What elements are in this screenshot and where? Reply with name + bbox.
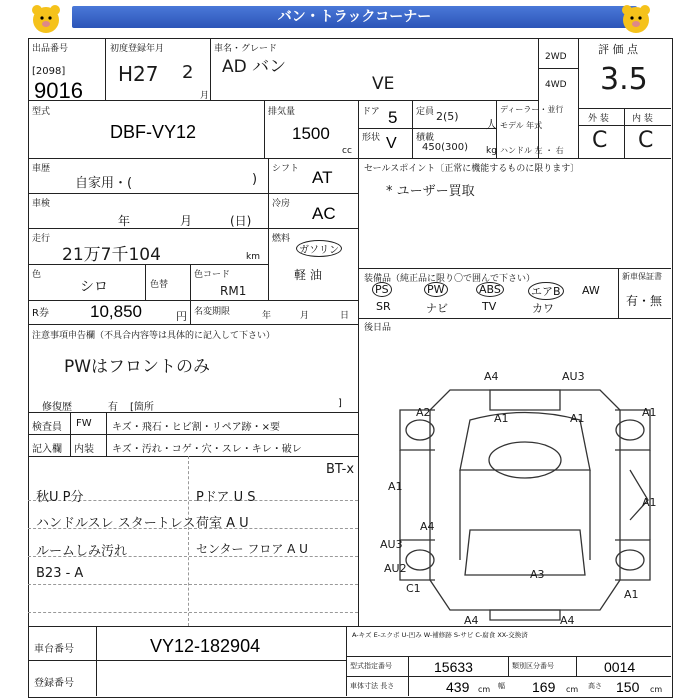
exterior-label: 外 装 (588, 114, 609, 124)
inspection-label: 車検 (32, 199, 51, 209)
logo-right-icon (620, 3, 652, 35)
dmg-label-2: AU3 (562, 370, 585, 383)
shape-label: 形状 (362, 133, 381, 143)
dmg-label-9: A4 (420, 520, 435, 533)
note-left-1: 秋U P分 (36, 490, 84, 505)
dmg-label-4: A1 (494, 412, 509, 425)
fuel-gas: ガソリン (296, 240, 342, 257)
color-code-value: RM1 (220, 284, 247, 298)
dmg-label-15: A4 (464, 614, 479, 627)
lot-label: 出品番号 (32, 44, 69, 54)
mileage-label: 走行 (32, 234, 51, 244)
mileage-unit: km (246, 252, 260, 262)
equipment-label: 装備品（純正品に限り〇で囲んで下さい） (364, 274, 536, 284)
score-label: 評 価 点 (598, 43, 638, 56)
dealer-label: ディーラー・並行 (500, 105, 564, 114)
registration-year: H27 (118, 62, 159, 86)
exterior-grade: C (592, 128, 608, 153)
recycle-value: 10,850 (90, 302, 142, 321)
drive-4wd: 4WD (545, 80, 567, 90)
inspector-label: 検査員 (32, 422, 62, 433)
lot-number: 9016 (34, 78, 83, 103)
interior-label: 内 装 (632, 114, 653, 124)
recycle-label: R券 (32, 308, 49, 319)
equip-navi: ナビ (426, 302, 448, 315)
repair-label: 修復歴 (42, 402, 72, 413)
dmg-label-7: A1 (388, 480, 403, 493)
car-label: 車名・グレード (214, 44, 278, 54)
displacement-value: 1500 (292, 124, 330, 143)
class-no-label: 類別区分番号 (512, 662, 554, 670)
equip-aw: AW (582, 284, 600, 297)
height-label: 高さ (588, 682, 602, 690)
damage-diagram (380, 370, 670, 626)
interior-grade: C (638, 128, 654, 153)
model-label: 型式 (32, 107, 51, 117)
capacity-value: 2(5) (436, 110, 459, 123)
repair-value: 有 (108, 402, 118, 413)
drive-2wd: 2WD (545, 52, 567, 62)
dmg-label-6: A1 (642, 406, 657, 419)
equip-ps: PS (372, 282, 392, 297)
notes-label: 注意事項申告欄（不具合内容等は具体的に記入して下さい） (32, 331, 276, 341)
inspector-label2: 記入欄 (32, 444, 62, 455)
note-right-1: Pドア U S (196, 490, 256, 505)
height-value: 150 (616, 679, 640, 695)
width-value: 169 (532, 679, 556, 695)
equip-sr: SR (376, 300, 391, 313)
car-name: AD バン (222, 57, 287, 77)
aircon-label: 冷房 (272, 199, 291, 209)
dmg-label-1: A4 (484, 370, 499, 383)
shift-label: シフト (272, 164, 300, 174)
dmg-label-10: AU3 (380, 538, 403, 551)
color-tone-label: 色替 (150, 280, 169, 290)
shift-value: AT (312, 168, 333, 187)
dmg-label-3: A2 (416, 406, 431, 419)
dmg-label-5: A1 (570, 412, 585, 425)
warranty-value: 有・無 (626, 294, 663, 308)
model-no-label: 型式指定番号 (350, 662, 392, 670)
note-topright: BT-x (326, 462, 355, 477)
length-value: 439 (446, 679, 470, 695)
note-left-2: ハンドルスレ スタートレス (36, 516, 196, 531)
sales-note: * ユーザー買取 (386, 184, 475, 199)
model-value: DBF-VY12 (110, 122, 197, 142)
fuel-label: 燃料 (272, 234, 291, 244)
fuel-diesel: 軽 油 (294, 268, 322, 282)
shape-value: V (386, 135, 397, 152)
equip-abs: ABS (476, 282, 504, 297)
interior-check-label: 内装 (74, 444, 94, 455)
registration-month: 2 (182, 62, 194, 83)
equip-tv: TV (482, 300, 497, 313)
dmg-label-13: A3 (530, 568, 545, 581)
dmg-label-8: A1 (642, 496, 657, 509)
dealer-handle: ハンドル 左 ・ 右 (500, 146, 564, 155)
car-grade: VE (372, 74, 395, 94)
history-label: 車歴 (32, 164, 51, 174)
plate-label: 登録番号 (34, 678, 74, 689)
displacement-label: 排気量 (268, 107, 296, 117)
chassis-label: 車台番号 (34, 644, 74, 655)
interior-items: キズ・汚れ・コゲ・穴・スレ・キレ・破レ (112, 444, 302, 455)
transfer-day: 日 (340, 311, 350, 321)
lot-sub: [2098] (32, 66, 66, 77)
length-label: 車体寸法 長さ (350, 682, 395, 690)
note-left-4: B23 - A (36, 566, 84, 581)
repair-close: ] (338, 398, 342, 409)
fw-label: FW (76, 418, 92, 429)
history-close: ) (252, 172, 258, 187)
dmg-label-11: AU2 (384, 562, 407, 575)
load-value: 450(300) (422, 142, 468, 153)
transfer-month: 月 (300, 311, 310, 321)
displacement-unit: cc (342, 146, 352, 156)
score-value: 3.5 (600, 62, 648, 97)
note-right-2: 荷室 A U (196, 516, 249, 531)
capacity-unit: 人 (486, 118, 497, 131)
color-value: シロ (80, 279, 108, 295)
dmg-label-16: A4 (560, 614, 575, 627)
inspection-month: 月 (180, 214, 193, 228)
title-banner (72, 6, 637, 28)
doors-label: ドア (362, 107, 380, 117)
load-unit: kg (486, 146, 497, 156)
equip-leather: カワ (532, 302, 554, 315)
history-value: 自家用・( (75, 176, 133, 191)
equipment-grid (364, 282, 614, 316)
doors-value: 5 (388, 108, 398, 127)
color-code-label: 色コード (194, 270, 231, 280)
model-no-value: 15633 (434, 659, 473, 675)
equip-airbag: エアB (528, 282, 564, 300)
length-unit: cm (478, 685, 491, 694)
capacity-label: 定員 (416, 107, 435, 117)
fw-items: キズ・飛石・ヒビ割・リペア跡・×要 (112, 422, 280, 433)
note-left-3: ルームしみ汚れ (36, 544, 128, 559)
sales-label: セールスポイント〔正常に機能するものに限ります〕 (364, 164, 580, 174)
load-label: 積載 (416, 133, 435, 143)
warranty-label: 新車保証書 (622, 272, 662, 281)
width-unit: cm (566, 685, 579, 694)
dealer-model-label: モデル 年式 (500, 121, 543, 130)
page-title: バン・トラックコーナー (277, 9, 432, 25)
notes-text: PWはフロントのみ (64, 357, 211, 377)
dmg-label-14: A1 (624, 588, 639, 601)
repair-bracket: [箇所 (130, 402, 154, 413)
aircon-value: AC (312, 204, 336, 223)
transfer-label: 名変期限 (194, 307, 231, 317)
height-unit: cm (650, 685, 663, 694)
equip-pw: PW (424, 282, 448, 297)
color-label: 色 (32, 270, 42, 280)
logo-left-icon (30, 3, 62, 35)
width-label: 幅 (498, 682, 505, 690)
header-bar (0, 0, 700, 38)
inspection-day: (日) (230, 214, 252, 228)
transfer-year: 年 (262, 311, 272, 321)
registration-label: 初度登録年月 (110, 44, 165, 54)
inspection-year: 年 (118, 214, 131, 228)
mileage-value: 21万7千104 (62, 245, 161, 265)
seat-label: 後日品 (364, 323, 392, 333)
class-no-value: 0014 (604, 659, 636, 675)
diagram-legend: A-キズ E-エクボ U-凹み W-補修跡 S-サビ C-腐食 XX-交換済 (352, 631, 528, 639)
chassis-value: VY12-182904 (150, 636, 261, 656)
registration-month-unit: 月 (200, 91, 210, 101)
note-right-3: センター フロア A U (196, 542, 308, 556)
dmg-label-12: C1 (406, 582, 421, 595)
recycle-unit: 円 (176, 310, 187, 323)
